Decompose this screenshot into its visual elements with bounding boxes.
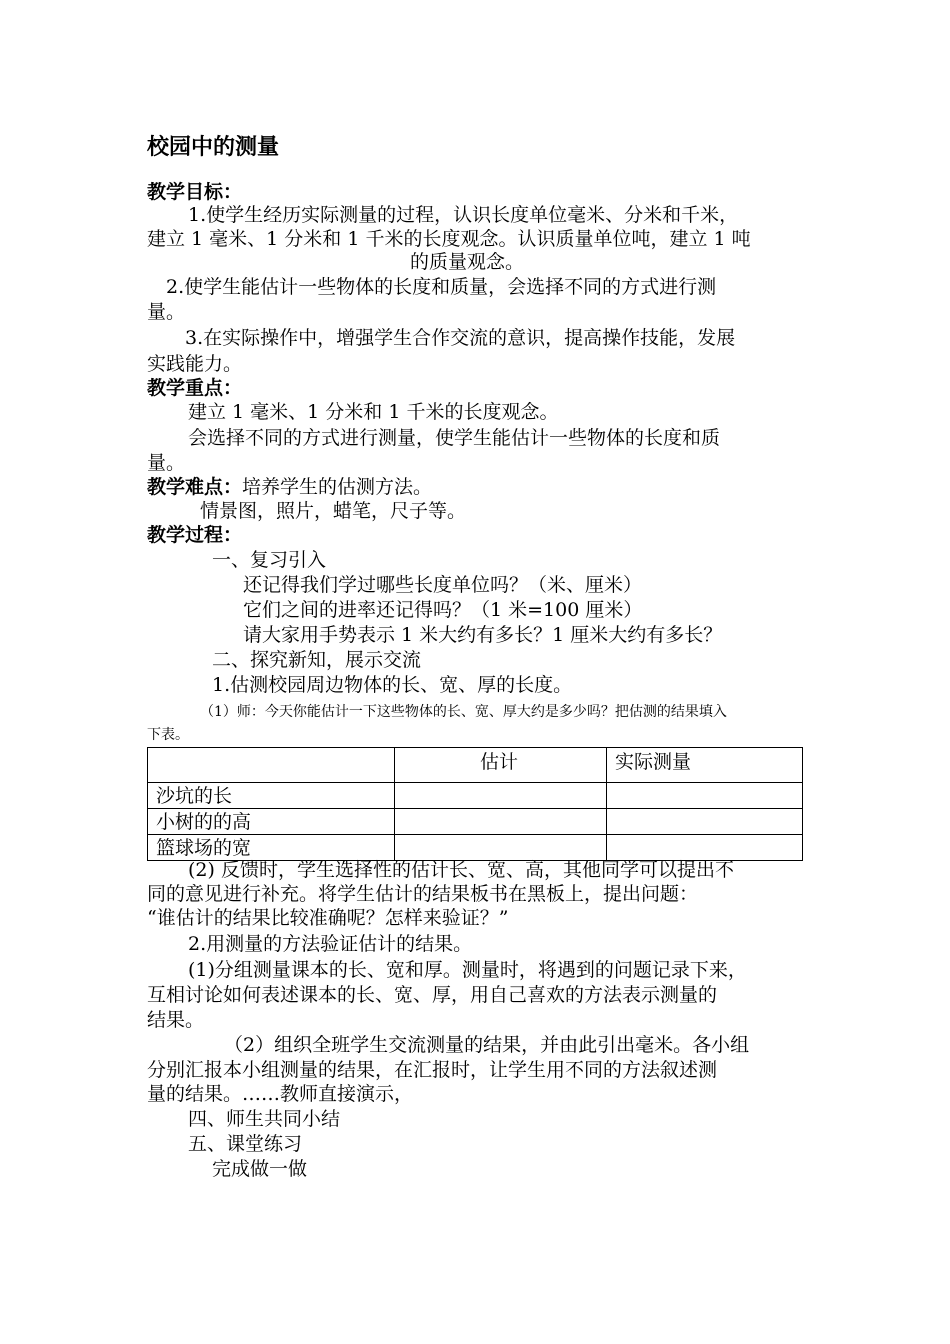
table-cell: 沙坑的长 <box>148 783 395 809</box>
process-heading: 教学过程： <box>147 524 243 546</box>
key-points-line: 量。 <box>147 452 186 474</box>
step-detail-line: (1)分组测量课本的长、宽和厚。测量时，将遇到的问题记录下来， <box>188 959 747 981</box>
table-cell <box>607 809 803 835</box>
materials-line: 情景图，照片，蜡笔，尺子等。 <box>200 500 467 522</box>
step-line: 1.估测校园周边物体的长、宽、厚的长度。 <box>212 674 573 696</box>
step-detail-line: （2）组织全班学生交流测量的结果，并由此引出毫米。各小组 <box>224 1034 750 1056</box>
key-points-heading: 教学重点： <box>147 377 243 399</box>
table-row <box>148 783 803 809</box>
objectives-line: 量。 <box>147 301 186 323</box>
feedback-line: (2) 反馈时，学生选择性的估计长、宽、高，其他同学可以提出不 <box>188 859 734 881</box>
section-heading: 二、探究新知，展示交流 <box>212 649 422 671</box>
step-detail-line: 结果。 <box>147 1009 205 1031</box>
objectives-line: 2.使学生能估计一些物体的长度和质量，会选择不同的方式进行测 <box>166 276 717 298</box>
table-row <box>148 809 803 835</box>
table-header-cell: 实际测量 <box>607 748 803 783</box>
table-cell: 篮球场的宽 <box>148 835 395 861</box>
table-cell <box>607 835 803 861</box>
section-heading: 一、复习引入 <box>212 549 327 571</box>
table-row <box>148 835 803 861</box>
objectives-heading: 教学目标： <box>147 181 243 203</box>
table-cell <box>395 783 607 809</box>
step-detail-line: 互相讨论如何表述课本的长、宽、厚，用自己喜欢的方法表示测量的 <box>147 984 718 1006</box>
step-detail-line: 量的结果。……教师直接演示， <box>147 1083 414 1105</box>
question-line: 还记得我们学过哪些长度单位吗？（米、厘米） <box>243 574 643 596</box>
key-points-line: 会选择不同的方式进行测量，使学生能估计一些物体的长度和质 <box>188 427 721 449</box>
objectives-line: 建立 1 毫米、1 分米和 1 千米的长度观念。认识质量单位吨，建立 1 吨 <box>147 228 751 250</box>
difficulty-heading: 教学难点： <box>147 476 243 498</box>
step-line: 2.用测量的方法验证估计的结果。 <box>188 933 473 955</box>
objectives-line: 实践能力。 <box>147 353 243 375</box>
difficulty-text: 培养学生的估测方法。 <box>242 476 433 498</box>
table-header-row <box>148 748 803 783</box>
feedback-line: 同的意见进行补充。将学生估计的结果板书在黑板上，提出问题： <box>147 883 699 905</box>
table-header-cell <box>148 748 395 783</box>
objectives-line: 的质量观念。 <box>410 251 525 273</box>
step-detail-line: 分别汇报本小组测量的结果，在汇报时，让学生用不同的方法叙述测 <box>147 1059 718 1081</box>
difficulty-row <box>147 475 432 499</box>
table-cell: 小树的的高 <box>148 809 395 835</box>
page-title: 校园中的测量 <box>147 135 280 160</box>
question-line: 请大家用手势表示 1 米大约有多长？1 厘米大约有多长？ <box>243 624 723 646</box>
section-heading: 五、课堂练习 <box>188 1133 303 1155</box>
objectives-line: 1.使学生经历实际测量的过程，认识长度单位毫米、分米和千米， <box>188 204 739 226</box>
table-cell <box>395 835 607 861</box>
feedback-line: “谁估计的结果比较准确呢？怎样来验证？” <box>147 907 509 929</box>
step-line-small: （1）师：今天你能估计一下这些物体的长、宽、厚大约是多少吗？把估测的结果填入 <box>200 704 727 720</box>
table-cell <box>395 809 607 835</box>
table-header-cell: 估计 <box>395 748 607 783</box>
objectives-line: 3.在实际操作中，增强学生合作交流的意识，提高操作技能，发展 <box>185 327 736 349</box>
key-points-line: 建立 1 毫米、1 分米和 1 千米的长度观念。 <box>188 401 559 423</box>
table-cell <box>607 783 803 809</box>
step-line-small: 下表。 <box>147 727 189 743</box>
exercise-line: 完成做一做 <box>212 1158 308 1180</box>
question-line: 它们之间的进率还记得吗？（1 米=100 厘米） <box>243 599 643 621</box>
section-heading: 四、师生共同小结 <box>188 1108 341 1130</box>
estimate-table <box>147 747 803 861</box>
